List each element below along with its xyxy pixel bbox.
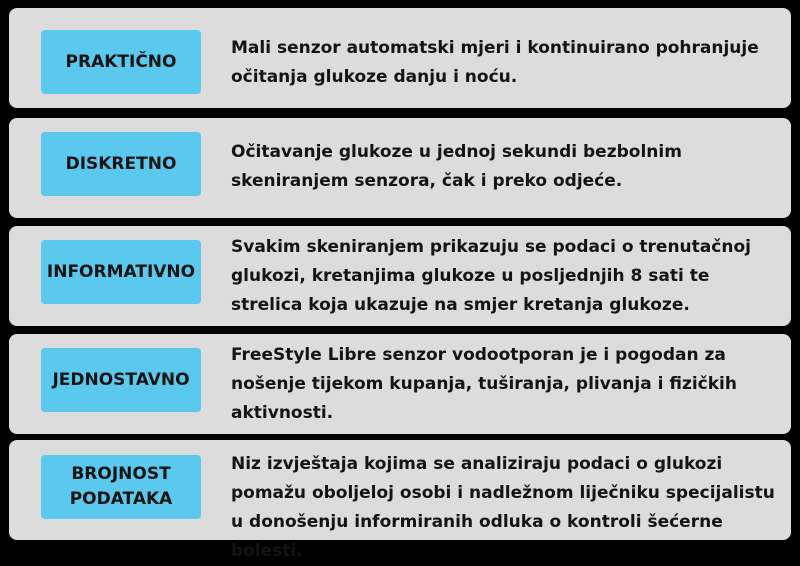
feature-label-brojnost-podataka: BROJNOST PODATAKA — [41, 455, 201, 519]
feature-row-prakticno — [9, 8, 791, 108]
feature-label-prakticno: PRAKTIČNO — [41, 30, 201, 94]
feature-label-diskretno: DISKRETNO — [41, 132, 201, 196]
feature-description-prakticno: Mali senzor automatski mjeri i kontinuirano pohranjuje očitanja glukoze danju i noću. — [231, 38, 759, 87]
feature-description-diskretno: Očitavanje glukoze u jednoj sekundi bezbolnim skeniranjem senzora, čak i preko odjeće. — [231, 142, 682, 191]
feature-label-informativno: INFORMATIVNO — [41, 240, 201, 304]
feature-row-jednostavno — [9, 334, 791, 434]
feature-row-informativno — [9, 226, 791, 326]
feature-description-jednostavno: FreeStyle Libre senzor vodootporan je i pogodan za nošenje tijekom kupanja, tuširanja, plivanja i fizičkih aktivnosti. — [231, 345, 737, 423]
feature-row-diskretno — [9, 118, 791, 218]
feature-description-informativno: Svakim skeniranjem prikazuju se podaci o trenutačnoj glukozi, kretanjima glukoze u posljednjih 8 sati te strelica koja ukazuje na smjer kretanja glukoze. — [231, 237, 751, 315]
feature-row-brojnost-podataka — [9, 440, 791, 561]
feature-description-brojnost-podataka: Niz izvještaja kojima se analiziraju podaci o glukozi pomažu oboljeloj osobi i nadležnom liječniku specijalistu u donošenju informiranih odluka o kontroli šećerne bolesti. — [231, 454, 775, 561]
feature-label-jednostavno: JEDNOSTAVNO — [41, 348, 201, 412]
